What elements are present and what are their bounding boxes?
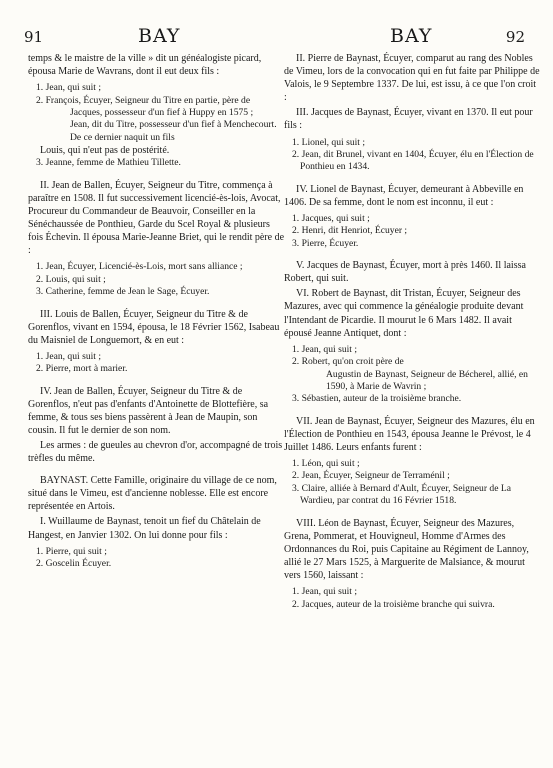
paragraph: II. Jean de Ballen, Écuyer, Seigneur du Titre, commença à paraître en 1508. Il fut successivement licencié-ès-lois, Avocat, Procureur du Commandeur de Beauvoir, Conseiller en la Sénéchaussée de Ponthieu, Garde du Scel Royal & plusieurs fois Échevin. Il épousa Marie-Jeanne Briet, qui le rendit père de : [28, 179, 285, 257]
spacer [28, 170, 284, 177]
list-item: 1. Jacques, qui suit ; [292, 212, 370, 224]
paragraph: III. Louis de Ballen, Écuyer, Seigneur du Titre & de Gorenflos, vivant en 1594, épousa, le 18 Février 1562, Isabeau du Maisniel de Longuemort, & en eut : [28, 308, 280, 346]
paragraph: Les armes : de gueules au chevron d'or, accompagné de trois trèfles du même. [28, 439, 283, 465]
list-item: 3. Claire, alliée à Bernard d'Ault, Écuyer, Seigneur de La Wardieu, par contrat du 16 Février 1518. [292, 482, 511, 507]
spacer [284, 406, 540, 413]
list-item: 2. Louis, qui suit ; [36, 273, 106, 285]
paragraph: IV. Lionel de Baynast, Écuyer, demeurant à Abbeville en 1406. De sa femme, dont le nom est inconnu, il eut : [284, 183, 524, 208]
page-number-left: 91 [24, 28, 44, 46]
page-header [0, 24, 553, 48]
spacer [284, 250, 540, 257]
paragraph: VI. Robert de Baynast, dit Tristan, Écuyer, Seigneur des Mazures, avec qui commence la généalogie produite devant l'Intendant de Picardie. Il mourut le 6 Mars 1482. Il avait épousé Jeanne Antiquet, dont : [284, 288, 524, 339]
paragraph: V. Jacques de Baynast, Écuyer, mort à près 1460. Il laissa Robert, qui suit. [284, 260, 526, 285]
list-item: 3. Jeanne, femme de Mathieu Tillette. [36, 157, 181, 169]
paragraph: IV. Jean de Ballen, Écuyer, Seigneur du Titre & de Gorenflos, n'eut pas d'enfants d'Antoinette de Blottefière, sa femme, & tous ses biens passèrent à Jean de Maupin, son cousin. Il fut le dernier de son nom. [28, 385, 269, 436]
list-item: 3. Catherine, femme de Jean le Sage, Écuyer. [36, 286, 210, 298]
left-column [28, 50, 284, 570]
running-head-right: BAY [390, 25, 433, 47]
paragraph: III. Jacques de Baynast, Écuyer, vivant en 1370. Il eut pour fils : [284, 107, 533, 132]
list-item: 1. Jean, qui suit ; [36, 82, 102, 94]
list-item: Jean, dit du Titre, possesseur d'un fief à Menchecourt. De ce dernier naquit un fils [70, 119, 277, 143]
running-head-left: BAY [138, 25, 181, 47]
list-item: 2. Henri, dit Henriot, Écuyer ; [292, 225, 408, 237]
list-item: Louis, qui n'eut pas de postérité. [40, 145, 170, 157]
list-item: 2. Jean, Écuyer, Seigneur de Terraménil ; [292, 470, 450, 482]
list-item: 2. François, Écuyer, Seigneur du Titre en partie, père de [36, 94, 251, 106]
list-item: 2. Robert, qu'on croit père de [292, 356, 404, 368]
paragraph: VIII. Léon de Baynast, Écuyer, Seigneur des Mazures, Grena, Pommerat, et Houvigneul, Homme d'Armes des Ordonnances du Roi, puis Capitaine au Régiment de Lannoy, allié le 27 Mars 1525, à Marguerite de Malsiance, & mourut vers 1560, laissant : [284, 517, 529, 582]
spacer [284, 508, 540, 515]
list-item: 1. Jean, qui suit ; [292, 343, 358, 355]
right-column [284, 50, 540, 611]
list-item: 3. Pierre, Écuyer. [292, 237, 359, 249]
list-item: 1. Pierre, qui suit ; [36, 545, 107, 557]
list-item: Augustin de Baynast, Seigneur de Bécherel, allié, en 1590, à Marie de Wavrin ; [326, 368, 528, 392]
spacer [284, 174, 540, 181]
list-item: 1. Léon, qui suit ; [292, 458, 360, 470]
list-item: Jacques, possesseur d'un fief à Huppy en 1575 ; [70, 107, 254, 118]
spacer [28, 376, 284, 383]
paragraph: I. Wuillaume de Baynast, tenoit un fief du Châtelain de Hangest, en Janvier 1302. On lui donne pour fils : [28, 516, 261, 541]
paragraph: VII. Jean de Baynast, Écuyer, Seigneur des Mazures, élu en l'Élection de Ponthieu en 1543, épousa Jeanne le Prévost, le 4 Juillet 1486. Leurs enfants furent : [284, 415, 535, 453]
paragraph: II. Pierre de Baynast, Écuyer, comparut au rang des Nobles de Vimeu, lors de la convocation qui en fut faite par Philippe de Valois, le 9 Septembre 1337. De lui, est issu, à ce que l'on croit : [284, 53, 540, 104]
page-number-right: 92 [505, 28, 525, 46]
list-item: 1. Jean, qui suit ; [292, 586, 358, 598]
list-item: 3. Sébastien, auteur de la troisième branche. [292, 393, 462, 405]
list-item: 2. Jean, dit Brunel, vivant en 1404, Écuyer, élu en l'Élection de Ponthieu en 1434. [292, 148, 534, 173]
list-item: 1. Jean, qui suit ; [36, 350, 102, 362]
spacer [28, 299, 284, 306]
spacer [28, 465, 284, 472]
paragraph: BAYNAST. Cette Famille, originaire du village de ce nom, situé dans le Vimeu, est d'ancienne noblesse. Elle est encore représentée en Artois. [28, 475, 277, 513]
list-item: 2. Goscelin Écuyer. [36, 558, 112, 570]
paragraph: temps & le maistre de la ville » dit un généalogiste picard, épousa Marie de Wavrans, dont il eut deux fils : [28, 53, 262, 78]
list-item: 1. Jean, Écuyer, Licencié-ès-Lois, mort sans alliance ; [36, 261, 243, 273]
list-item: 2. Jacques, auteur de la troisième branche qui suivra. [292, 598, 495, 610]
list-item: 2. Pierre, mort à marier. [36, 363, 128, 375]
list-item: 1. Lionel, qui suit ; [292, 136, 366, 148]
